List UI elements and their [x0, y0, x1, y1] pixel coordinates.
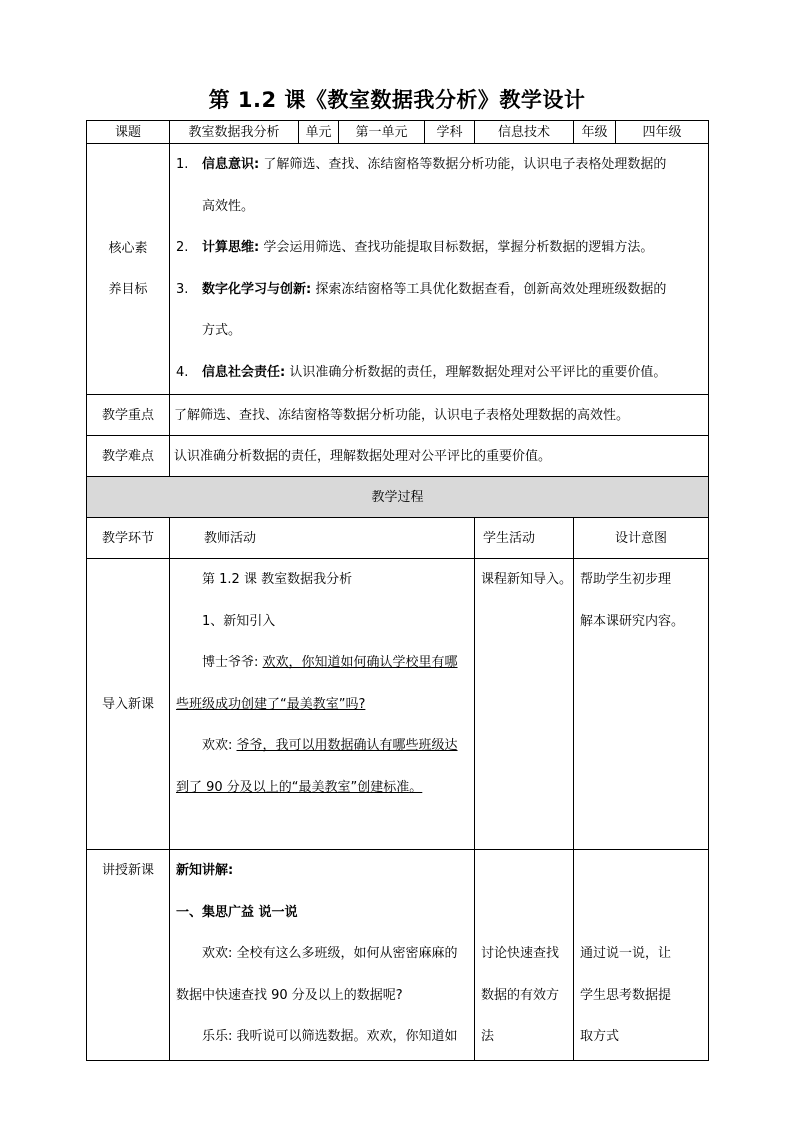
lecture-stage [87, 850, 170, 1061]
topic-value: 教室数据我分析 [170, 121, 299, 144]
col-stage: 教学环节 [87, 518, 170, 559]
key-point-text: 了解筛选、查找、冻结窗格等数据分析功能，认识电子表格处理数据的高效性。 [170, 395, 709, 436]
topic-label: 课题 [87, 121, 170, 144]
goal-text: 认识准确分析数据的责任，理解数据处理对公平评比的重要价值。 [285, 364, 667, 380]
design-line: 学生思考数据提 [580, 987, 672, 1003]
column-header-row [87, 518, 709, 559]
intro-design [574, 559, 709, 850]
goal-number: 2. [176, 240, 189, 255]
literacy-row [87, 144, 709, 395]
literacy-label-line2: 养目标 [108, 282, 148, 297]
literacy-goals [170, 144, 709, 395]
goal-heading: 信息社会责任: [202, 364, 286, 380]
dialogue-continued: 些班级成功创建了“最美教室”吗? [176, 696, 366, 712]
intro-teacher [170, 559, 475, 850]
col-teacher: 教师活动 [170, 518, 475, 559]
grade-label: 年级 [574, 121, 616, 144]
design-line: 解本课研究内容。 [580, 613, 685, 629]
subject-label: 学科 [425, 121, 475, 144]
lecture-student [475, 850, 574, 1061]
lesson-plan-table [86, 120, 709, 1061]
lecture-row [87, 850, 709, 1061]
speaker: 博士爷爷: [202, 655, 263, 670]
goal-heading: 信息意识: [202, 157, 260, 172]
lesson-line: 第 1.2 课 教室数据我分析 [202, 572, 353, 587]
intro-row [87, 559, 709, 850]
design-line: 通过说一说，让 [580, 946, 672, 961]
goal-text: 了解筛选、查找、冻结窗格等数据分析功能，认识电子表格处理数据的 [259, 157, 667, 172]
goal-number: 1. [176, 157, 189, 172]
student-line: 数据的有效方 [481, 987, 560, 1003]
unit-label: 单元 [299, 121, 339, 144]
goal-item [176, 352, 704, 394]
dialogue-line [176, 642, 470, 684]
lecture-line: 乐乐: 我听说可以筛选数据。欢欢，你知道如 [202, 1029, 458, 1044]
student-activity: 课程新知导入。 [481, 572, 573, 587]
goal-text: 探索冻结窗格等工具优化数据查看，创新高效处理班级数据的 [311, 281, 667, 297]
goal-number: 3. [176, 281, 189, 297]
dialogue-line [176, 725, 470, 767]
speaker: 欢欢: [202, 738, 237, 753]
speech: 欢欢，你知道如何确认学校里有哪 [262, 655, 458, 670]
literacy-label [87, 144, 170, 395]
document-title: 第 1.2 课《教室数据我分析》教学设计 [208, 88, 586, 112]
intro-student [475, 559, 574, 850]
section-line: 1、新知引入 [202, 613, 276, 629]
literacy-label-line1: 核心素 [108, 241, 148, 256]
lecture-subheading: 一、集思广益 说一说 [176, 904, 298, 920]
key-point-row [87, 395, 709, 436]
lecture-line: 欢欢: 全校有这么多班级，如何从密密麻麻的 [202, 946, 458, 961]
speech: 爷爷，我可以用数据确认有哪些班级达 [236, 738, 458, 753]
goal-number: 4. [176, 364, 189, 380]
grade-value: 四年级 [616, 121, 709, 144]
process-title-row [87, 477, 709, 518]
design-line: 帮助学生初步理 [580, 572, 672, 587]
lecture-design [574, 850, 709, 1061]
goal-item [176, 269, 704, 311]
lecture-teacher [170, 850, 475, 1061]
goal-heading: 计算思维: [202, 240, 260, 255]
goal-text-continued: 高效性。 [202, 198, 255, 214]
header-row [87, 121, 709, 144]
difficulty-text: 认识准确分析数据的责任，理解数据处理对公平评比的重要价值。 [170, 436, 709, 477]
difficulty-label: 教学难点 [87, 436, 170, 477]
lecture-line: 数据中快速查找 90 分及以上的数据呢? [176, 987, 403, 1003]
col-student: 学生活动 [475, 518, 574, 559]
goal-text-continued: 方式。 [202, 323, 242, 338]
goal-text: 学会运用筛选、查找功能提取目标数据，掌握分析数据的逻辑方法。 [259, 240, 654, 255]
lecture-heading: 新知讲解: [176, 863, 234, 878]
lecture-stage-label: 讲授新课 [101, 863, 154, 878]
goal-item [176, 144, 704, 186]
subject-value: 信息技术 [475, 121, 574, 144]
goal-heading: 数字化学习与创新: [202, 281, 312, 297]
unit-value: 第一单元 [339, 121, 425, 144]
process-title: 教学过程 [87, 477, 709, 518]
difficulty-row [87, 436, 709, 477]
student-line: 讨论快速查找 [481, 946, 560, 961]
design-line: 取方式 [580, 1029, 620, 1044]
intro-stage: 导入新课 [87, 559, 170, 850]
key-point-label: 教学重点 [87, 395, 170, 436]
goal-item [176, 227, 704, 269]
dialogue-continued: 到了 90 分及以上的“最美教室”创建标准。 [176, 779, 423, 795]
col-design: 设计意图 [574, 518, 709, 559]
student-line: 法 [481, 1029, 495, 1044]
